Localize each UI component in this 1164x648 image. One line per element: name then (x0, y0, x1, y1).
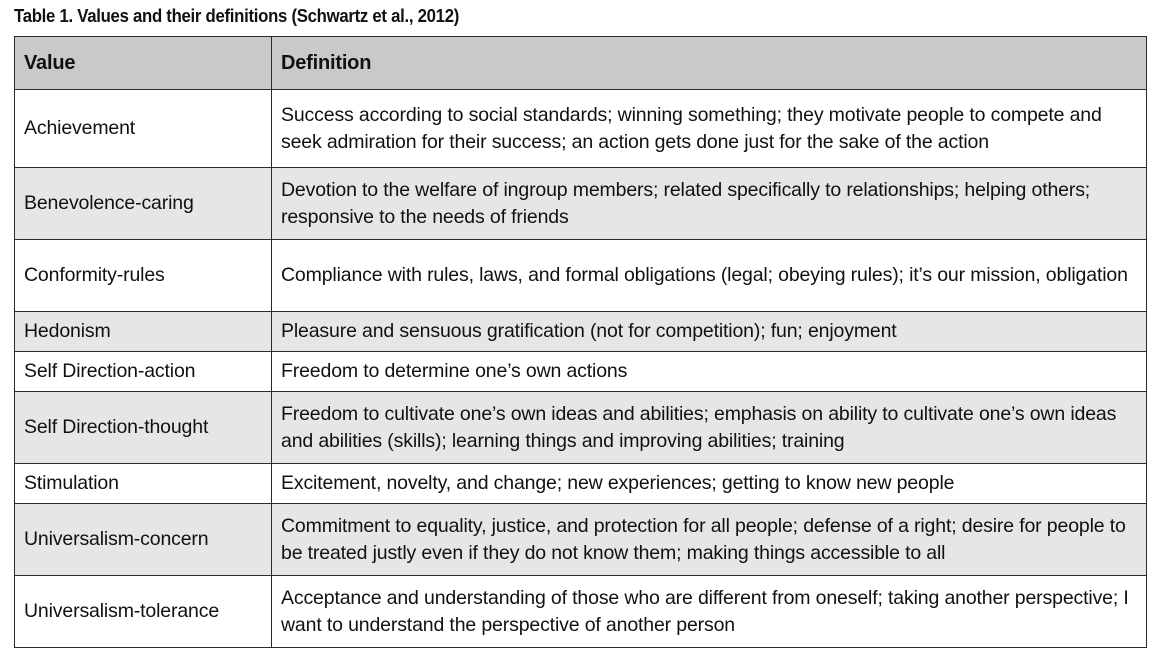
value-cell: Universalism-tolerance (15, 576, 272, 648)
table-row (15, 392, 1147, 464)
table-row (15, 168, 1147, 240)
header-value: Value (15, 37, 272, 90)
value-cell: Stimulation (15, 464, 272, 504)
header-definition: Definition (272, 37, 1147, 90)
value-cell: Achievement (15, 90, 272, 168)
value-cell: Benevolence-caring (15, 168, 272, 240)
table-header (15, 37, 1147, 90)
table-row (15, 90, 1147, 168)
value-cell: Self Direction-action (15, 352, 272, 392)
definition-cell: Commitment to equality, justice, and protection for all people; defense of a right; desire for people to be treated justly even if they do not know them; making things accessible to all (272, 504, 1147, 576)
table-body (15, 90, 1147, 648)
table-row (15, 352, 1147, 392)
definition-cell: Excitement, novelty, and change; new experiences; getting to know new people (272, 464, 1147, 504)
definition-cell: Pleasure and sensuous gratification (not for competition); fun; enjoyment (272, 312, 1147, 352)
definition-cell: Freedom to determine one’s own actions (272, 352, 1147, 392)
definition-cell: Freedom to cultivate one’s own ideas and abilities; emphasis on ability to cultivate one’s own ideas and abilities (skills); learning things and improving abilities; training (272, 392, 1147, 464)
table-caption: Table 1. Values and their definitions (Schwartz et al., 2012) (14, 6, 460, 26)
table-row (15, 504, 1147, 576)
header-row (15, 37, 1147, 90)
value-cell: Hedonism (15, 312, 272, 352)
definition-cell: Acceptance and understanding of those who are different from oneself; taking another perspective; I want to understand the perspective of another person (272, 576, 1147, 648)
values-table (14, 36, 1147, 648)
definition-cell: Success according to social standards; winning something; they motivate people to compete and seek admiration for their success; an action gets done just for the sake of the action (272, 90, 1147, 168)
definition-cell: Devotion to the welfare of ingroup members; related specifically to relationships; helping others; responsive to the needs of friends (272, 168, 1147, 240)
table-row (15, 240, 1147, 312)
definition-cell: Compliance with rules, laws, and formal obligations (legal; obeying rules); it’s our mission, obligation (272, 240, 1147, 312)
table-row (15, 576, 1147, 648)
value-cell: Universalism-concern (15, 504, 272, 576)
value-cell: Conformity-rules (15, 240, 272, 312)
table-row (15, 464, 1147, 504)
table-row (15, 312, 1147, 352)
value-cell: Self Direction-thought (15, 392, 272, 464)
